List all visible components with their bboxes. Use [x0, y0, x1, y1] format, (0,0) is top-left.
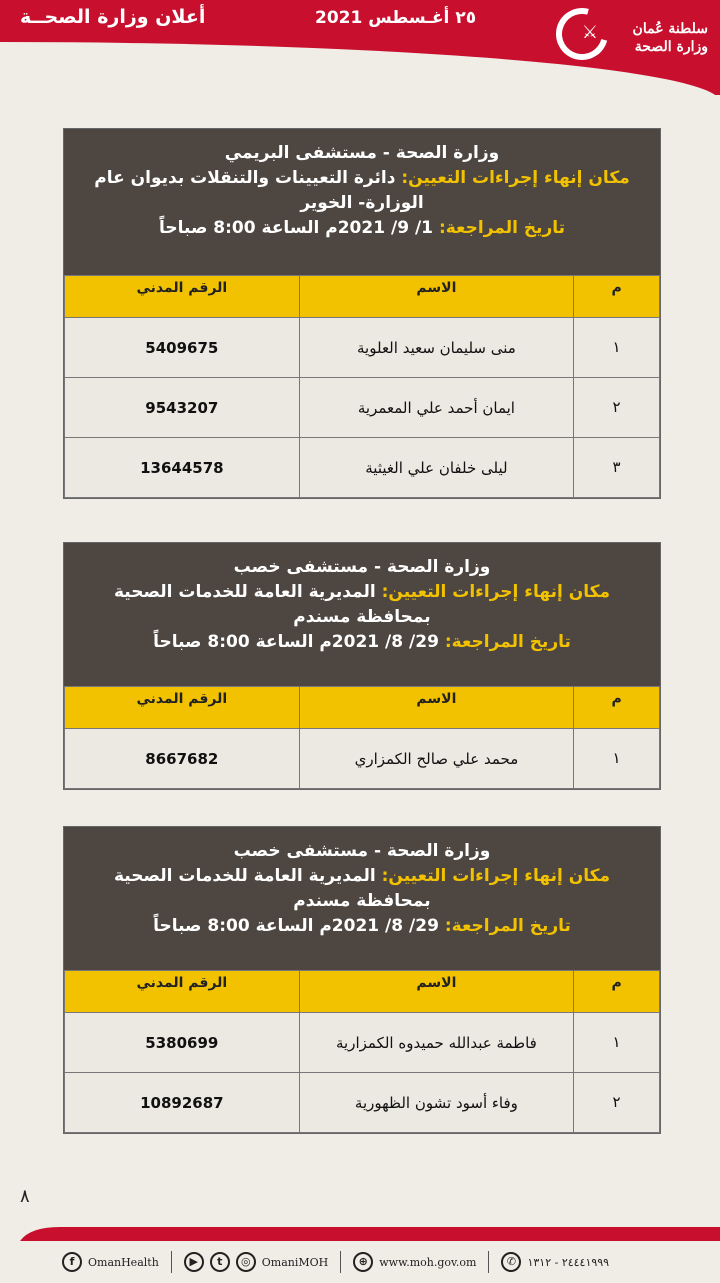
- phone-numbers: ٢٤٤٤١٩٩٩ - ١٣١٢: [527, 1255, 610, 1269]
- panel-khasab-2: [63, 826, 661, 1134]
- appointees-table: [64, 275, 660, 498]
- appointees-table: [64, 970, 660, 1133]
- date-value: 29/ 8/ 2021م الساعة 8:00 صباحاً: [153, 632, 439, 652]
- table-header: [65, 971, 660, 1013]
- ministry-logo: [558, 8, 708, 68]
- date-value: 29/ 8/ 2021م الساعة 8:00 صباحاً: [153, 916, 439, 936]
- row-name: وفاء أسود تشون الظهورية: [299, 1073, 574, 1133]
- header-title: أعلان وزارة الصحــة: [20, 6, 206, 28]
- table-header: [65, 687, 660, 729]
- footer: [0, 1241, 720, 1283]
- hospital-title: وزارة الصحة - مستشفى البريمي: [224, 143, 500, 163]
- page-number: ٨: [20, 1186, 30, 1207]
- row-name: ايمان أحمد علي المعمرية: [299, 378, 574, 438]
- date-line: [82, 914, 642, 939]
- row-name: فاطمة عبدالله حميدوه الكمزارية: [299, 1013, 574, 1073]
- row-civil-id: 13644578: [65, 438, 300, 498]
- col-name: الاسم: [299, 971, 574, 1013]
- footer-divider: [340, 1251, 341, 1273]
- date-label: تاريخ المراجعة:: [438, 218, 566, 238]
- panel-khasab-1: [63, 542, 661, 790]
- col-civil-id: الرقم المدني: [65, 971, 300, 1013]
- instagram-icon[interactable]: ◎: [236, 1252, 256, 1272]
- date-label: تاريخ المراجعة:: [444, 916, 571, 936]
- col-index: م: [574, 971, 660, 1013]
- logo-text-line2: وزارة الصحة: [634, 39, 708, 55]
- row-index: ١: [574, 318, 660, 378]
- phone-icon[interactable]: ✆: [501, 1252, 521, 1272]
- row-civil-id: 9543207: [65, 378, 300, 438]
- twitter-icon[interactable]: t: [210, 1252, 230, 1272]
- panel-buraimi: [63, 128, 661, 499]
- hospital-title: وزارة الصحة - مستشفى خصب: [233, 841, 491, 861]
- header-date: ٢٥ أغـسطس 2021: [315, 8, 477, 28]
- row-civil-id: 5380699: [65, 1013, 300, 1073]
- date-line: [82, 216, 642, 241]
- row-name: منى سليمان سعيد العلوية: [299, 318, 574, 378]
- place-line: [82, 166, 642, 216]
- table-row: [65, 318, 660, 378]
- table-row: [65, 438, 660, 498]
- website-link[interactable]: www.moh.gov.om: [379, 1255, 477, 1269]
- row-civil-id: 5409675: [65, 318, 300, 378]
- row-index: ٣: [574, 438, 660, 498]
- col-name: الاسم: [299, 687, 574, 729]
- facebook-icon[interactable]: f: [62, 1252, 82, 1272]
- panel-heading: [64, 129, 660, 275]
- row-civil-id: 8667682: [65, 729, 300, 789]
- place-line: [82, 580, 642, 630]
- col-civil-id: الرقم المدني: [65, 687, 300, 729]
- table-header: [65, 276, 660, 318]
- row-name: ليلى خلفان علي الغيثية: [299, 438, 574, 498]
- row-index: ٢: [574, 378, 660, 438]
- col-name: الاسم: [299, 276, 574, 318]
- place-label: مكان إنهاء إجراءات التعيين:: [381, 866, 610, 886]
- place-line: [82, 864, 642, 914]
- place-value: دائرة التعيينات والتنقلات بديوان عام الوزارة- الخوير: [94, 168, 424, 213]
- place-value: المديرية العامة للخدمات الصحية بمحافظة مسندم: [113, 582, 431, 627]
- appointees-table: [64, 686, 660, 789]
- date-label: تاريخ المراجعة:: [444, 632, 571, 652]
- table-row: [65, 378, 660, 438]
- footer-divider: [171, 1251, 172, 1273]
- footer-red-swoosh: [0, 1225, 720, 1241]
- row-civil-id: 10892687: [65, 1073, 300, 1133]
- social-handle[interactable]: OmaniMOH: [261, 1255, 329, 1269]
- row-index: ٢: [574, 1073, 660, 1133]
- place-value: المديرية العامة للخدمات الصحية بمحافظة مسندم: [113, 866, 431, 911]
- col-index: م: [574, 687, 660, 729]
- place-label: مكان إنهاء إجراءات التعيين:: [401, 168, 630, 188]
- logo-text: [633, 20, 708, 56]
- footer-divider: [488, 1251, 489, 1273]
- panel-heading: [64, 543, 660, 686]
- table-row: [65, 729, 660, 789]
- col-index: م: [574, 276, 660, 318]
- row-index: ١: [574, 1013, 660, 1073]
- place-label: مكان إنهاء إجراءات التعيين:: [381, 582, 610, 602]
- date-line: [82, 630, 642, 655]
- date-value: 1/ 9/ 2021م الساعة 8:00 صباحاً: [158, 218, 434, 238]
- col-civil-id: الرقم المدني: [65, 276, 300, 318]
- row-index: ١: [574, 729, 660, 789]
- panel-heading: [64, 827, 660, 970]
- row-name: محمد علي صالح الكمزاري: [299, 729, 574, 789]
- facebook-handle[interactable]: OmanHealth: [88, 1255, 159, 1269]
- youtube-icon[interactable]: ▶: [184, 1252, 204, 1272]
- hospital-title: وزارة الصحة - مستشفى خصب: [233, 557, 491, 577]
- logo-text-line1: سلطنة عُمان: [632, 21, 708, 37]
- web-icon[interactable]: ⊕: [353, 1252, 373, 1272]
- table-row: [65, 1073, 660, 1133]
- khanjar-emblem-icon: ⚔: [581, 22, 598, 43]
- table-row: [65, 1013, 660, 1073]
